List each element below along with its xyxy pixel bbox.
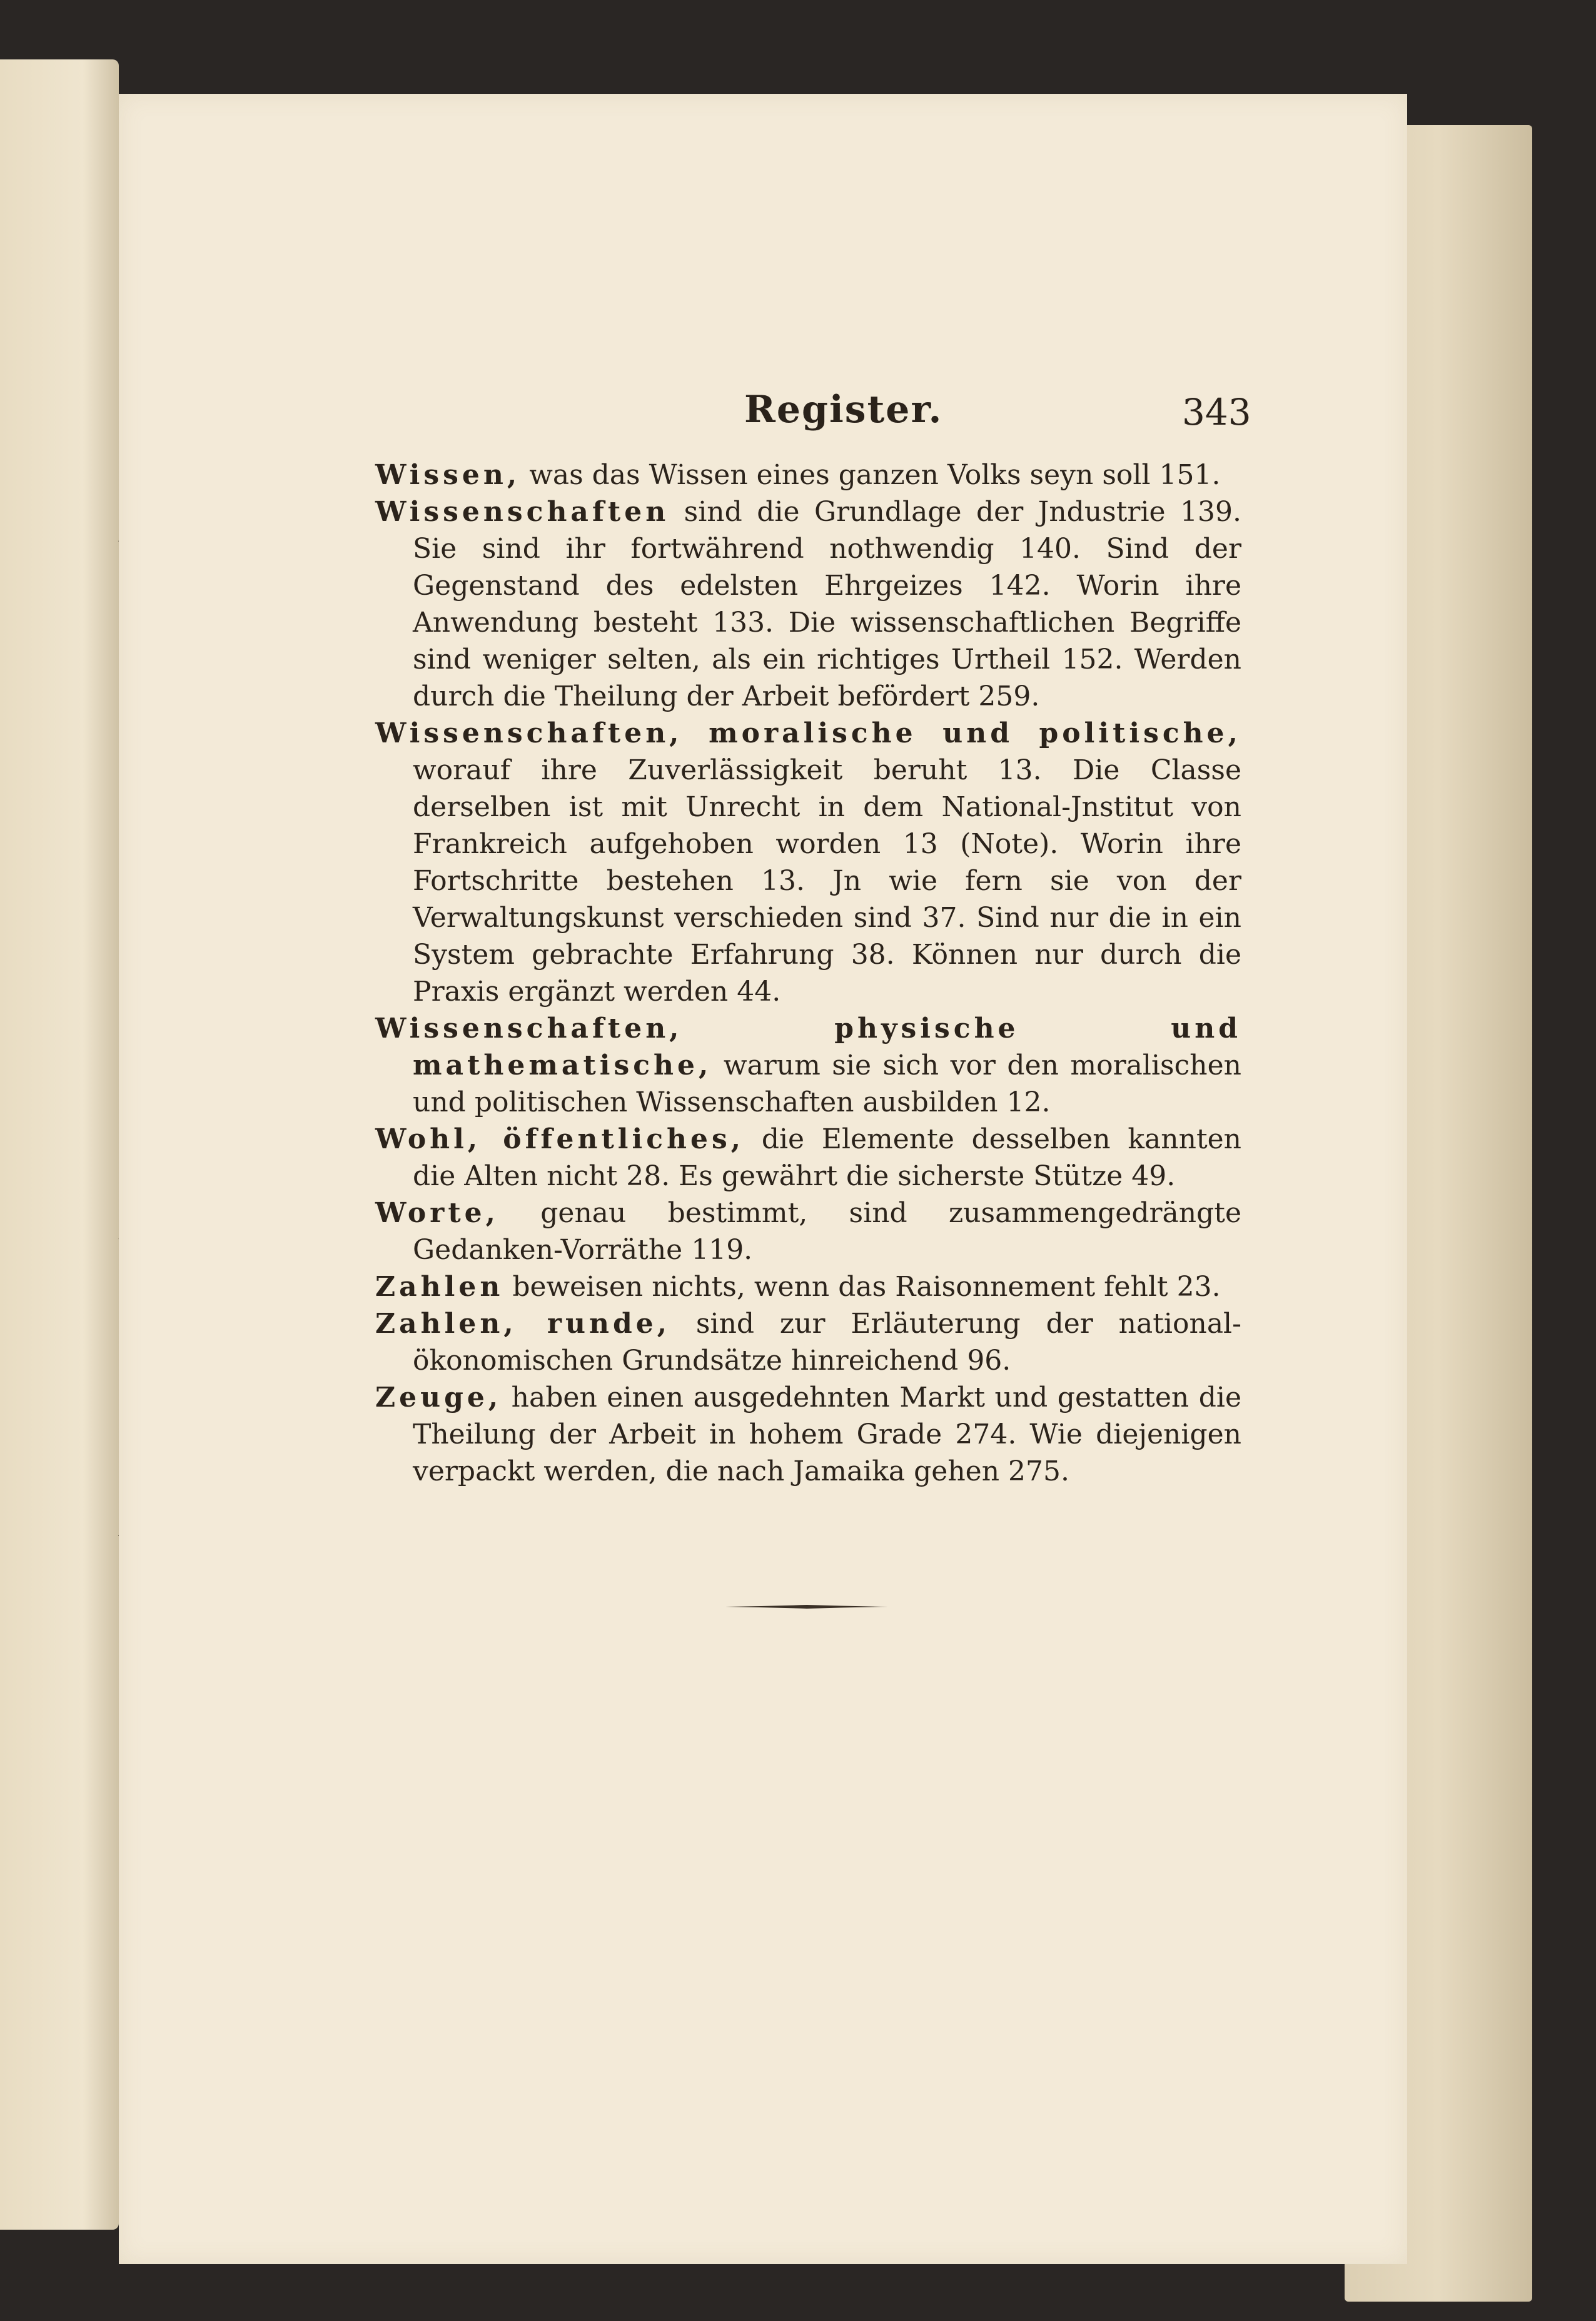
end-ornament-rule — [725, 1604, 888, 1609]
entry-keyword: Wissenschaften — [375, 496, 670, 528]
entry-keyword: Zahlen, runde, — [375, 1308, 671, 1340]
register-entry — [375, 457, 1241, 493]
entry-text: sind die Grundlage der Jndustrie 139. Sie sind ihr fortwährend nothwendig 140. Sind der Gegenstand des edelsten Ehrgeizes 142. Worin ihre Anwendung besteht 133. Die wissenschaftlichen Begriffe sind weniger selten, als ein richtiges Urtheil 152. Werden durch die Theilung der Arbeit befördert 259. — [413, 496, 1241, 712]
entry-keyword: Wohl, öffentliches, — [375, 1123, 745, 1155]
entry-text: was das Wissen eines ganzen Volks seyn soll 151. — [520, 459, 1221, 491]
register-entry — [375, 1195, 1241, 1268]
page-number: 343 — [1182, 391, 1251, 433]
entry-text: sind zur Erläuterung der national-ökonomischen Grundsätze hinreichend 96. — [413, 1308, 1241, 1377]
entry-text: worauf ihre Zuverlässigkeit beruht 13. Die Classe derselben ist mit Unrecht in dem National-Jnstitut von Frankreich aufgehoben worden 13 (Note). Worin ihre Fortschritte bestehen 13. Jn wie fern sie von der Verwaltungskunst verschieden sind 37. Sind nur die in ein System gebrachte Erfahrung 38. Können nur durch die Praxis ergänzt werden 44. — [413, 754, 1241, 1008]
register-entry — [375, 1379, 1241, 1490]
entry-keyword: Wissenschaften, physische und mathematische, — [375, 1013, 1241, 1081]
register-entry — [375, 1121, 1241, 1195]
register-entry — [375, 493, 1241, 715]
register-entries — [375, 457, 1241, 1490]
register-entry — [375, 715, 1241, 1010]
entry-text: genau bestimmt, sind zusammengedrängte Gedanken-Vorräthe 119. — [413, 1197, 1241, 1266]
entry-text: haben einen ausgedehnten Markt und gestatten die Theilung der Arbeit in hohem Grade 274. Wie diejenigen verpackt werden, die nach Jamaika gehen 275. — [413, 1382, 1241, 1487]
entry-keyword: Zeuge, — [375, 1382, 502, 1413]
entry-keyword: Wissen, — [375, 459, 521, 491]
entry-text: die Elemente desselben kannten die Alten nicht 28. Es gewährt die sicherste Stütze 49. — [413, 1123, 1241, 1192]
page-header-title: Register. — [744, 388, 943, 432]
register-entry — [375, 1010, 1241, 1121]
register-entry — [375, 1305, 1241, 1379]
register-entry — [375, 1268, 1241, 1305]
book-page — [119, 94, 1407, 2264]
left-page-fragment — [0, 59, 119, 2230]
entry-keyword: Zahlen — [375, 1271, 504, 1303]
entry-text: warum sie sich vor den moralischen und politischen Wissenschaften ausbilden 12. — [413, 1049, 1241, 1118]
entry-keyword: Wissenschaften, moralische und politische, — [375, 717, 1241, 749]
entry-text: beweisen nichts, wenn das Raisonnement fehlt 23. — [503, 1271, 1221, 1303]
entry-keyword: Worte, — [375, 1197, 499, 1229]
